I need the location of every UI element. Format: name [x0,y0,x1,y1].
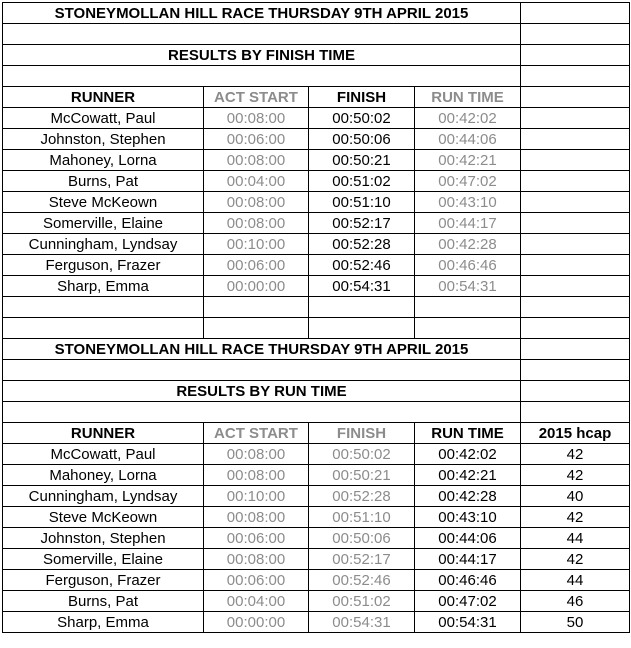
runner-cell: Mahoney, Lorna [3,465,204,486]
table-row [3,108,630,129]
section1-title: STONEYMOLLAN HILL RACE THURSDAY 9TH APRIL 2015 [3,3,521,24]
finish-cell: 00:52:46 [309,255,415,276]
runner-cell: Steve McKeown [3,192,204,213]
section1-rows [3,108,630,297]
hcap-cell: 42 [521,549,630,570]
act-start-cell: 00:00:00 [204,276,309,297]
finish-cell: 00:51:02 [309,591,415,612]
run-time-cell: 00:46:46 [415,570,521,591]
empty-cell [521,318,630,339]
blank-row [3,402,630,423]
run-time-cell: 00:42:21 [415,465,521,486]
act-start-cell: 00:08:00 [204,108,309,129]
hcap-cell: 44 [521,528,630,549]
header-hcap: 2015 hcap [521,423,630,444]
act-start-cell: 00:08:00 [204,213,309,234]
results-sheet [2,2,630,633]
header-run-time: RUN TIME [415,87,521,108]
finish-cell: 00:52:28 [309,486,415,507]
table-row [3,150,630,171]
finish-cell: 00:51:02 [309,171,415,192]
empty-cell [204,318,309,339]
finish-cell: 00:50:21 [309,150,415,171]
empty-cell [521,402,630,423]
runner-cell: Johnston, Stephen [3,129,204,150]
table-row [3,171,630,192]
finish-cell: 00:54:31 [309,612,415,633]
blank-row [3,360,630,381]
section2-header-row [3,423,630,444]
empty-cell [521,171,630,192]
run-time-cell: 00:42:28 [415,234,521,255]
runner-cell: Sharp, Emma [3,612,204,633]
run-time-cell: 00:42:02 [415,444,521,465]
table-row [3,192,630,213]
run-time-cell: 00:42:02 [415,108,521,129]
run-time-cell: 00:44:06 [415,129,521,150]
blank-row [3,24,630,45]
runner-cell: Johnston, Stephen [3,528,204,549]
empty-cell [521,234,630,255]
header-run-time: RUN TIME [415,423,521,444]
table-row [3,255,630,276]
empty-cell [521,213,630,234]
empty-cell [521,276,630,297]
run-time-cell: 00:54:31 [415,276,521,297]
section2-subtitle: RESULTS BY RUN TIME [3,381,521,402]
empty-cell [3,66,521,87]
runner-cell: Cunningham, Lyndsay [3,234,204,255]
runner-cell: Ferguson, Frazer [3,255,204,276]
runner-cell: Steve McKeown [3,507,204,528]
empty-cell [204,297,309,318]
header-act-start: ACT START [204,423,309,444]
run-time-cell: 00:46:46 [415,255,521,276]
act-start-cell: 00:06:00 [204,129,309,150]
act-start-cell: 00:10:00 [204,486,309,507]
table-row [3,276,630,297]
runner-cell: Burns, Pat [3,591,204,612]
finish-cell: 00:51:10 [309,507,415,528]
runner-cell: McCowatt, Paul [3,444,204,465]
empty-cell [3,297,204,318]
finish-cell: 00:50:06 [309,129,415,150]
runner-cell: Somerville, Elaine [3,213,204,234]
section1-subtitle: RESULTS BY FINISH TIME [3,45,521,66]
empty-cell [3,318,204,339]
blank-row [3,297,630,318]
table-row [3,549,630,570]
finish-cell: 00:54:31 [309,276,415,297]
act-start-cell: 00:08:00 [204,150,309,171]
empty-cell [521,24,630,45]
empty-cell [309,297,415,318]
act-start-cell: 00:06:00 [204,255,309,276]
finish-cell: 00:52:17 [309,213,415,234]
empty-cell [521,108,630,129]
sheet-body [3,3,630,108]
hcap-cell: 40 [521,486,630,507]
empty-cell [521,3,630,24]
empty-cell [521,192,630,213]
runner-cell: Somerville, Elaine [3,549,204,570]
runner-cell: McCowatt, Paul [3,108,204,129]
empty-cell [521,381,630,402]
empty-cell [521,360,630,381]
section1-subtitle-row [3,45,630,66]
table-row [3,528,630,549]
act-start-cell: 00:08:00 [204,465,309,486]
runner-cell: Burns, Pat [3,171,204,192]
finish-cell: 00:52:28 [309,234,415,255]
run-time-cell: 00:43:10 [415,507,521,528]
table-row [3,612,630,633]
run-time-cell: 00:44:17 [415,213,521,234]
blank-row [3,66,630,87]
runner-cell: Sharp, Emma [3,276,204,297]
hcap-cell: 46 [521,591,630,612]
finish-cell: 00:50:02 [309,444,415,465]
blank-row [3,318,630,339]
run-time-cell: 00:54:31 [415,612,521,633]
section2-title-row [3,339,630,360]
table-row [3,213,630,234]
header-finish: FINISH [309,87,415,108]
empty-cell [521,87,630,108]
act-start-cell: 00:04:00 [204,591,309,612]
section2-title: STONEYMOLLAN HILL RACE THURSDAY 9TH APRIL 2015 [3,339,521,360]
empty-cell [415,318,521,339]
empty-cell [415,297,521,318]
act-start-cell: 00:08:00 [204,444,309,465]
table-row [3,507,630,528]
run-time-cell: 00:42:28 [415,486,521,507]
empty-cell [521,150,630,171]
finish-cell: 00:50:21 [309,465,415,486]
act-start-cell: 00:08:00 [204,507,309,528]
table-row [3,444,630,465]
run-time-cell: 00:47:02 [415,591,521,612]
section1-header-row [3,87,630,108]
empty-cell [521,339,630,360]
act-start-cell: 00:00:00 [204,612,309,633]
hcap-cell: 42 [521,444,630,465]
empty-cell [3,24,521,45]
runner-cell: Mahoney, Lorna [3,150,204,171]
run-time-cell: 00:42:21 [415,150,521,171]
empty-cell [521,45,630,66]
empty-cell [3,360,521,381]
table-row [3,129,630,150]
empty-cell [521,129,630,150]
finish-cell: 00:52:17 [309,549,415,570]
sheet-middle [3,297,630,444]
empty-cell [521,297,630,318]
run-time-cell: 00:47:02 [415,171,521,192]
table-row [3,570,630,591]
empty-cell [3,402,521,423]
hcap-cell: 50 [521,612,630,633]
runner-cell: Cunningham, Lyndsay [3,486,204,507]
act-start-cell: 00:10:00 [204,234,309,255]
empty-cell [521,255,630,276]
act-start-cell: 00:08:00 [204,549,309,570]
hcap-cell: 42 [521,465,630,486]
hcap-cell: 42 [521,507,630,528]
header-runner: RUNNER [3,423,204,444]
table-row [3,234,630,255]
table-row [3,486,630,507]
section1-title-row [3,3,630,24]
header-act-start: ACT START [204,87,309,108]
header-runner: RUNNER [3,87,204,108]
act-start-cell: 00:04:00 [204,171,309,192]
act-start-cell: 00:06:00 [204,570,309,591]
run-time-cell: 00:44:17 [415,549,521,570]
empty-cell [521,66,630,87]
table-row [3,591,630,612]
act-start-cell: 00:06:00 [204,528,309,549]
section2-rows [3,444,630,633]
run-time-cell: 00:44:06 [415,528,521,549]
finish-cell: 00:51:10 [309,192,415,213]
empty-cell [309,318,415,339]
table-row [3,465,630,486]
run-time-cell: 00:43:10 [415,192,521,213]
section2-subtitle-row [3,381,630,402]
act-start-cell: 00:08:00 [204,192,309,213]
finish-cell: 00:52:46 [309,570,415,591]
header-finish: FINISH [309,423,415,444]
finish-cell: 00:50:06 [309,528,415,549]
hcap-cell: 44 [521,570,630,591]
runner-cell: Ferguson, Frazer [3,570,204,591]
finish-cell: 00:50:02 [309,108,415,129]
